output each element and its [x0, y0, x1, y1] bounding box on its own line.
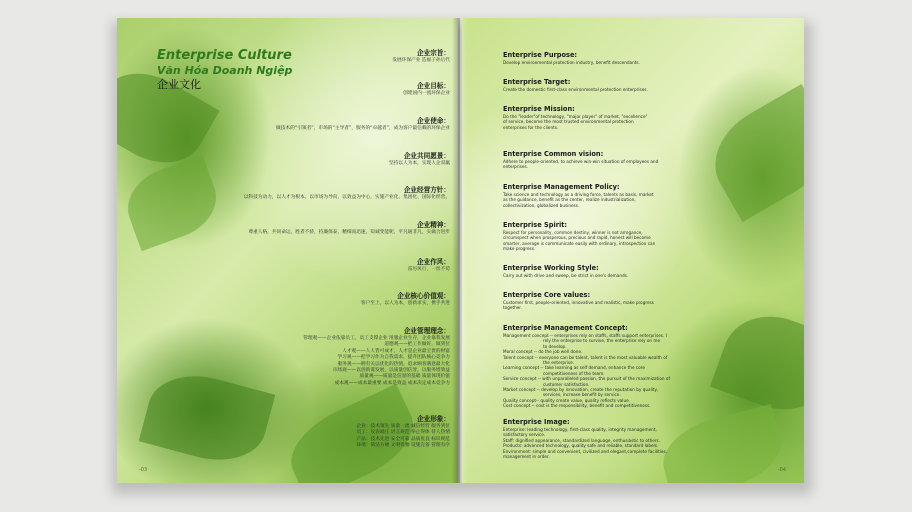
right-item-body: customer satisfaction. [543, 381, 590, 387]
left-item-heading: 企业精神： [417, 221, 450, 229]
left-item-mission [276, 117, 450, 132]
right-item-body: Respect for personality, common destiny, winner is not arrogance, [503, 230, 643, 235]
right-item-body: Do the "leader"of technology, "major player" of market, "excellence" [503, 114, 648, 119]
right-item-heading: Enterprise Management Concept: [503, 324, 628, 332]
left-item-body: 学习观——把学习作为自我需求，提升团队核心竞争力 [337, 355, 450, 361]
right-item-body: services, increase benefit by service. [543, 392, 621, 398]
right-page [462, 18, 804, 483]
leaf-decoration [139, 364, 276, 472]
left-item-body: 以科技为动力，以人才为根本，以市场为导向，以效益为中心，实施产业化、集团化、国际化经营。 [243, 195, 450, 200]
left-item-heading: 企业共同愿景： [403, 152, 450, 160]
left-item-heading: 企业目标： [417, 82, 450, 90]
title-chinese: 企业文化 [157, 78, 201, 91]
right-item-vision [503, 150, 803, 170]
left-page [117, 18, 458, 483]
right-item-body: Environment: simple and convenient, civilized and elegant,complete facilities, [503, 448, 667, 454]
left-item-values [361, 292, 450, 307]
right-item-body: of service, become the most trusted environmental protection [503, 119, 634, 125]
right-item-spirit [503, 221, 803, 252]
left-item-body: 企业：技术领先 质量一流 诚信经营 服务到位 [356, 424, 450, 429]
right-item-body: Enterprise: leading technology, first-class quality, integrity management, [503, 427, 657, 432]
left-item-heading: 企业核心价值观： [397, 292, 450, 300]
left-item-body: 员工：仪表端庄 语言规范 举止得体 待人热情 [356, 430, 450, 436]
right-item-body: circumspect when prosperous, precious and rapid, honest will become [503, 235, 651, 241]
left-item-spirit [248, 221, 450, 236]
left-item-body: 市场观——以创新谋发展，以质量创信誉，以服务增效益 [332, 368, 450, 374]
left-item-heading: 企业使命： [417, 117, 450, 125]
left-item-policy [244, 186, 450, 201]
right-item-body: satisfactory service. [503, 432, 546, 438]
right-item-body: Moral concept -- do the job well done. [503, 349, 583, 355]
title-block [157, 48, 292, 92]
right-item-heading: Enterprise Spirit: [503, 221, 568, 229]
left-item-body: 人才观——人人皆可成才，人才是企业最宝贵的财富 [342, 348, 450, 354]
right-item-body: together. [503, 305, 522, 311]
right-item-policy [503, 183, 803, 208]
right-item-heading: Enterprise Management Policy: [503, 183, 620, 191]
right-item-heading: Enterprise Target: [503, 78, 571, 86]
right-item-body: smarter, average is communicate easily with ordinary, introspection can [503, 240, 656, 246]
left-item-body: 做技术的“引领者”，市场的“主导者”，服务的“卓越者”，成为客户最信赖的环保企业 [276, 126, 450, 131]
right-item-body: make progress. [503, 246, 536, 252]
right-item-image [503, 418, 803, 459]
right-item-target [503, 78, 803, 92]
left-item-body: 创建国内一流环保企业 [403, 91, 450, 96]
right-item-heading: Enterprise Purpose: [503, 51, 578, 59]
leaf-decoration [118, 155, 227, 252]
right-item-body: to develop. [543, 343, 567, 349]
right-item-core-values [503, 291, 803, 311]
left-item-heading: 企业作风： [417, 258, 450, 266]
right-item-body: management in order. [503, 454, 550, 460]
left-item-body: 客户至上，以人为本，创新求实，携手共进 [360, 301, 450, 306]
left-item-body: 产品：技术先进 安全可靠 品质优良 标识规范 [356, 436, 450, 442]
left-item-style [408, 258, 450, 273]
right-item-management [503, 324, 803, 409]
left-item-body: 服务观——拥有关以优化的热情，追求顾客满意最大化 [337, 361, 450, 367]
right-item-body: as the guidance, benefit as the center, realize industrialization, [503, 197, 636, 203]
right-item-body: competitiveness of the team. [543, 370, 605, 376]
left-item-heading: 企业形象： [417, 415, 450, 423]
left-item-image [356, 415, 450, 450]
right-item-heading: Enterprise Image: [503, 418, 570, 426]
page-number-left: -03 [139, 467, 148, 473]
right-item-body: Products: advanced technology, quality safe and reliable, standard labels. [503, 443, 659, 449]
right-item-working-style [503, 264, 803, 278]
right-item-heading: Enterprise Mission: [503, 105, 575, 113]
right-item-body: Take science and technology as a driving force, talents as basis, market [503, 192, 654, 197]
left-item-body: 道德观——把工作做好，做到位 [384, 342, 450, 348]
right-item-body: enterprises. [503, 164, 528, 170]
right-item-body: the enterprise. [543, 360, 575, 366]
right-item-body: Adhere to people-oriented, to achieve win-win situation of employees and [503, 159, 659, 164]
title-english: Enterprise Culture [157, 48, 292, 63]
left-item-body: 坚持以人为本，实现人企双赢 [389, 161, 450, 166]
right-item-mission [503, 105, 803, 130]
right-item-body: Management concept -- enterprises rely on staffs, staffs support enterprises. I [503, 333, 667, 338]
right-item-body: enterprises for the clients. [503, 124, 559, 130]
right-item-body: rely the enterprise to survive, the enterprise rely on me [543, 338, 661, 344]
right-item-heading: Enterprise Common vision: [503, 150, 604, 158]
left-item-target [403, 82, 450, 97]
left-item-heading: 企业宗旨： [417, 49, 450, 57]
right-item-body: Market concept -- develop by innovation, create the reputation by quality, [503, 387, 659, 393]
right-item-body: Talent concept -- everyone can be talent, talent is the most valuable wealth of [503, 354, 668, 360]
book-spine [452, 18, 468, 483]
right-item-body: Create the domestic first-class environmental protection enterprises. [503, 87, 648, 92]
left-item-heading: 企业经营方针： [403, 186, 450, 194]
right-item-body: Learning concept -- take learning as self demand, enhance the core [503, 365, 645, 371]
right-item-body: collectivization, globalized business. [503, 202, 580, 208]
right-item-purpose [503, 51, 803, 65]
right-item-body: Cost concept -- cost is the responsibility, benefit and competitiveness. [503, 403, 651, 409]
left-item-body: 质量观——质量是信誉的基础 质量体现价值 [359, 374, 450, 380]
left-item-body: 发展环保产业 造福子孙后代 [392, 58, 450, 63]
left-item-body: 雷厉风行，一丝不苟 [407, 267, 450, 272]
right-item-heading: Enterprise Working Style: [503, 264, 599, 272]
right-item-heading: Enterprise Core values: [503, 291, 591, 299]
page-number-right: -04 [777, 467, 786, 473]
right-item-body: Develop environmental protection industry, benefit descendants. [503, 60, 640, 65]
left-item-purpose [392, 49, 450, 64]
right-item-body: Staff: dignified appearance, standardized language, enthusiastic to others. [503, 437, 661, 443]
left-item-vision [389, 152, 450, 167]
left-item-body: 管理观——企业依靠员工，员工支撑企业 用服企业生存，企业靠我发展 [303, 336, 450, 341]
left-item-body: 成本观——成本最重要 成本是效益 成本决定成本竞争力 [334, 380, 450, 386]
right-item-body: Quality concept-- quality create value, quality reflects value. [503, 397, 631, 403]
title-vietnamese: Văn Hóa Doanh Ngiệp [157, 64, 293, 77]
left-item-management [303, 327, 450, 387]
right-item-body: Customer first, people-oriented, innovative and realistic, make progress [503, 300, 654, 305]
right-item-body: Carry out with drive and sweep, be strict in one's demands. [503, 273, 629, 278]
left-item-heading: 企业管理理念： [403, 327, 450, 335]
left-item-body: 环境：简洁方便 文明优雅 设施完备 管理有序 [356, 443, 450, 449]
right-item-body: Service concept -- with unparalleled passion, the pursuit of the maximization of [503, 376, 670, 382]
left-item-body: 尊重人格，共同命运，胜者不骄，持廉保泰，精细而迅速，知诚变能呢，平凡通非凡，实做合进步 [248, 230, 450, 235]
